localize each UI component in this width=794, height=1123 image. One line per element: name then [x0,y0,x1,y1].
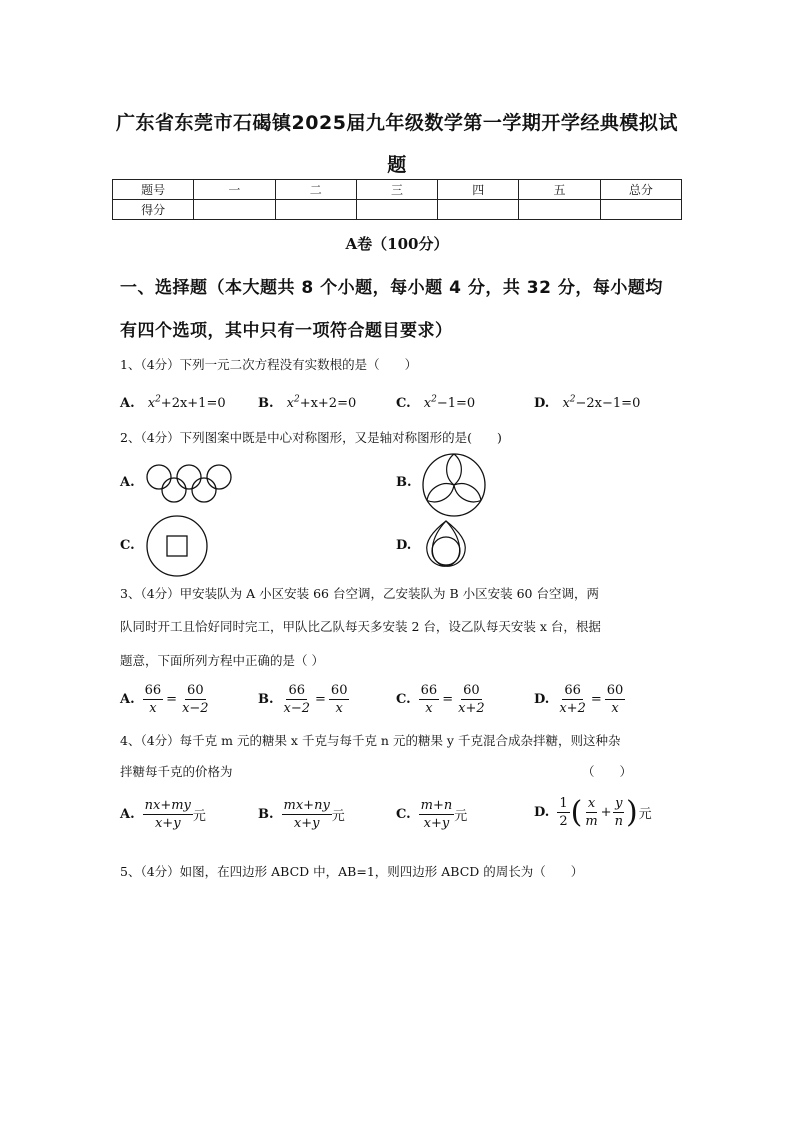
q1-c-formula [424,396,475,411]
math-var: x [562,396,570,411]
q4-option-b[interactable] [258,797,345,832]
frac-num: 1 [559,796,568,811]
q4-answer-paren: （ ） [582,764,633,779]
option-label: B. [258,807,274,822]
math-exp: 2 [431,394,437,405]
equals-sign: = [590,692,602,707]
unit-yuan: 元 [638,807,652,822]
unit-yuan: 元 [454,809,468,824]
math-rest: +2x+1=0 [160,396,226,411]
option-label: D. [534,692,550,707]
frac-den: 2 [559,814,568,829]
equals-sign: = [442,692,454,707]
frac-num: x [587,796,596,811]
frac-den: x [335,701,343,716]
left-paren: ( [570,794,583,830]
part1-heading-line2: 有四个选项，其中只有一项符合题目要求） [120,321,453,341]
option-label: B. [258,396,274,411]
frac-den: x+y [293,816,320,831]
frac-den: x [425,701,433,716]
q3-line2: 队同时开工且恰好同时完工，甲队比乙队每天多安装 2 台，设乙队每天安装 x 台，根据 [120,619,601,634]
page-title-line1: 广东省东莞市石碣镇2025届九年级数学第一学期开学经典模拟试 [116,112,678,134]
fraction [583,795,599,830]
q3-option-c[interactable] [396,682,487,717]
q4-line1: 4、（4分）每千克 m 元的糖果 x 千克与每千克 n 元的糖果 y 千克混合成杂拌糖，则这种杂 [120,733,621,748]
math-exp: 2 [155,394,161,405]
score-table-cell: 题号 [113,180,194,200]
score-input-cell[interactable] [356,200,437,220]
frac-num: 66 [420,683,438,698]
frac-num: 60 [187,683,204,698]
option-label: B. [258,692,274,707]
q4-option-a[interactable] [120,797,206,832]
score-table [112,179,682,220]
score-input-cell[interactable] [194,200,275,220]
frac-den: x [149,701,157,716]
fraction [282,682,313,717]
q2-stem: 2、（4分）下列图案中既是中心对称图形，又是轴对称图形的是( ) [120,430,502,445]
score-table-header-row [113,180,682,200]
equals-sign: = [166,692,178,707]
score-table-cell: 总分 [600,180,681,200]
fraction [605,682,626,717]
score-input-cell[interactable] [600,200,681,220]
frac-den: m [585,814,598,829]
frac-den: x+y [154,816,181,831]
five-rings-icon [145,465,245,505]
frac-num: nx+my [144,798,191,813]
score-table-cell: 三 [356,180,437,200]
option-label: A. [120,692,135,707]
fraction [329,682,350,717]
frac-num: 60 [330,683,348,698]
frac-num: 60 [463,683,480,698]
trefoil-circle-icon [421,452,487,518]
frac-den: x+y [423,816,450,831]
fraction [180,682,211,717]
right-paren: ) [625,794,638,830]
math-var: x [147,396,156,411]
score-input-cell[interactable] [438,200,519,220]
score-table-score-row [113,200,682,220]
q1-d-formula [562,396,640,411]
score-table-cell: 一 [194,180,275,200]
math-rest: −2x−1=0 [575,396,641,411]
q1-a-formula [148,396,226,411]
coin-square-hole-icon [146,515,208,577]
math-exp: 2 [293,394,300,405]
option-label: D. [534,396,550,411]
section-a-title: A卷（100分） [345,235,449,253]
frac-den: n [614,814,623,829]
q1-option-d[interactable] [534,392,640,411]
math-rest: +x+2=0 [299,396,357,411]
score-table-cell: 四 [438,180,519,200]
frac-den: x−2 [182,701,209,716]
q3-line1: 3、（4分）甲安装队为 A 小区安装 66 台空调，乙安装队为 B 小区安装 60 台空调，两 [120,586,599,601]
math-exp: 2 [569,394,576,405]
math-var: x [423,396,432,411]
q4-line2: 拌糖每千克的价格为 [120,764,233,779]
fraction [282,797,332,832]
q2-option-d-label[interactable]: D. [396,538,412,553]
option-label: C. [396,807,411,822]
unit-yuan: 元 [331,809,345,824]
q2-option-b-label[interactable]: B. [396,475,412,490]
frac-num: 60 [606,683,624,698]
fraction [557,682,588,717]
frac-num: 66 [564,683,581,698]
frac-num: m+n [420,798,453,813]
q3-option-a[interactable] [120,682,211,717]
fraction [613,795,625,830]
q1-stem: 1、（4分）下列一元二次方程没有实数根的是（ ） [120,357,418,372]
frac-num: y [615,796,623,811]
page-title-line2: 题 [387,154,407,176]
option-label: A. [120,807,135,822]
q2-option-c-label[interactable]: C. [120,538,135,553]
score-table-cell: 二 [275,180,356,200]
math-rest: −1=0 [436,396,476,411]
q3-line3: 题意，下面所列方程中正确的是（ ） [120,653,324,668]
option-label: C. [396,396,411,411]
fraction [557,795,569,830]
q2-option-a-label[interactable]: A. [120,475,135,490]
frac-den: x [611,701,619,716]
option-label: A. [120,396,135,411]
unit-yuan: 元 [192,809,206,824]
q4-option-c[interactable] [396,797,467,832]
q3-option-d[interactable] [534,682,625,717]
q5-stem: 5、（4分）如图，在四边形 ABCD 中，AB=1，则四边形 ABCD 的周长为（ ） [120,864,584,879]
frac-num: 66 [144,683,162,698]
option-label: C. [396,692,411,707]
q1-option-c[interactable] [396,392,475,411]
q3-option-b[interactable] [258,682,349,717]
q4-option-d[interactable] [534,795,652,830]
frac-den: x+2 [559,701,586,716]
q1-b-formula [287,396,357,411]
frac-num: mx+ny [283,798,330,813]
part1-heading-line1: 一、选择题（本大题共 8 个小题，每小题 4 分，共 32 分，每小题均 [120,278,663,298]
fraction [456,682,487,717]
q1-option-b[interactable] [258,392,356,411]
score-input-cell[interactable] [519,200,600,220]
score-table-cell: 得分 [113,200,194,220]
option-label: D. [534,805,550,820]
fraction [419,797,455,832]
fraction [419,682,440,717]
fraction [143,682,164,717]
equals-sign: = [315,692,326,707]
frac-num: 66 [288,683,306,698]
q1-option-a[interactable] [120,392,226,411]
score-input-cell[interactable] [275,200,356,220]
triquetra-icon [421,519,471,569]
math-var: x [286,396,294,411]
plus-sign: + [600,805,612,820]
frac-den: x+2 [458,701,485,716]
score-table-cell: 五 [519,180,600,200]
frac-den: x−2 [283,701,311,716]
fraction [143,797,193,832]
